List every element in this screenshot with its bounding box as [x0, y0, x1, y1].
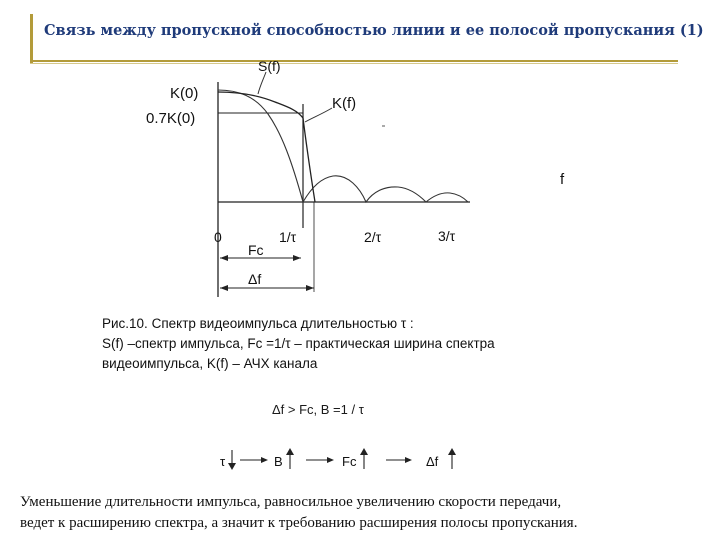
conclusion-text — [20, 492, 577, 534]
caption-line-2: S(f) –спектр импульса, Fc =1/τ – практическая ширина спектра — [102, 336, 495, 351]
figure-caption — [102, 314, 495, 374]
chain-arrowhead-3 — [405, 457, 412, 463]
fc-arrow-right — [293, 255, 301, 261]
fc-arrow-left — [220, 255, 228, 261]
dependency-chain — [210, 444, 470, 474]
tick-3: 3/τ — [438, 228, 456, 244]
chain-arrowhead-2 — [327, 457, 334, 463]
df-arrow-left — [220, 285, 228, 291]
response-curve-k — [218, 92, 315, 202]
title-left-rule — [30, 14, 33, 64]
df-up-arrowhead — [448, 448, 456, 455]
b-up-arrowhead — [286, 448, 294, 455]
label-k0: K(0) — [170, 85, 199, 102]
label-fc: Fc — [248, 242, 264, 258]
tick-2: 2/τ — [364, 229, 382, 245]
s-label-pointer — [258, 72, 266, 94]
label-s: S(f) — [258, 58, 281, 74]
conclusion-line-1: Уменьшение длительности импульса, равносильное увеличению скорости передачи, — [20, 494, 562, 510]
label-kf: K(f) — [332, 95, 357, 112]
caption-line-3: видеоимпульса, K(f) – АЧХ канала — [102, 356, 318, 371]
fc-up-arrowhead — [360, 448, 368, 455]
tau-down-arrowhead — [228, 463, 236, 470]
slide-title: Связь между пропускной способностью линии и ее полосой пропускания (1) — [44, 22, 704, 39]
label-df: Δf — [248, 271, 262, 287]
bandwidth-formula: Δf > Fc, B =1 / τ — [272, 402, 364, 417]
df-arrow-right — [306, 285, 314, 291]
k-label-pointer — [305, 108, 332, 122]
tick-1: 1/τ — [279, 229, 297, 245]
conclusion-line-2: ведет к расширению спектра, а значит к требованию расширения полосы пропускания. — [20, 515, 578, 531]
tick-0: 0 — [214, 229, 222, 245]
chain-fc: Fc — [342, 454, 357, 469]
chain-df: Δf — [426, 454, 439, 469]
chain-b: B — [274, 454, 283, 469]
label-07k0: 0.7K(0) — [146, 110, 196, 127]
chain-tau: τ — [220, 454, 226, 469]
chain-arrowhead-1 — [261, 457, 268, 463]
spectrum-figure — [140, 52, 565, 300]
label-axis-f: f — [560, 171, 565, 188]
caption-line-1: Рис.10. Спектр видеоимпульса длительностью τ : — [102, 316, 414, 331]
